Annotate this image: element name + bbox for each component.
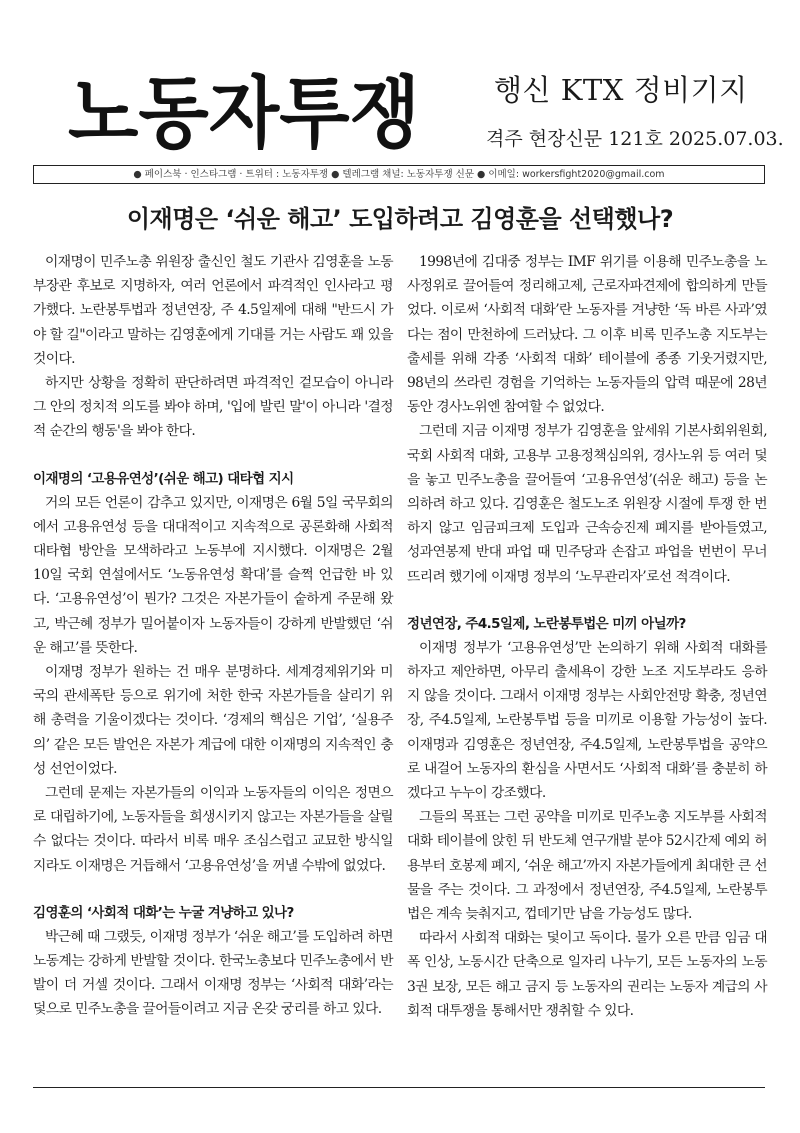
section-heading: 정년연장, 주4.5일제, 노란봉투법은 미끼 아닐까? [407,615,686,632]
edition-title: 행신 KTX 정비기지 [494,73,748,107]
section-heading: 이재명의 ‘고용유연성’(쉬운 해고) 대타협 지시 [33,470,294,487]
left-column [33,250,393,1022]
bottom-divider [33,1087,765,1088]
section-gap [407,589,767,612]
logo-wordmark [68,58,424,156]
right-column [407,250,767,1023]
newspaper-logo [68,58,424,156]
logo-text: 노동자투쟁 [68,69,420,156]
section-gap [33,878,393,901]
edition-issue-date: 격주 현장신문 121호 2025.07.03. [486,128,784,150]
paragraph: 그런데 지금 이재명 정부가 김영훈을 앞세워 기본사회위원회, 국회 사회적 대화, 고용부 고용정책심의위, 경사노위 등 여러 덫을 놓고 민주노총을 끌어들여 ‘고용유연성’(쉬운 해고) 등을 논의하려 하고 있다. 김영훈은 철도노조 위원장 시절에 투쟁 한 번 하지 않고 임금피크제 도입과 근속승진제 폐지를 받아들였고, 성과연봉제 반대 파업 때 민주당과 손잡고 파업을 번번이 무너뜨리려 했기에 이재명 정부의 ‘노무관리자’로선 적격이다. [407,423,767,585]
paragraph: 따라서 사회적 대화는 덫이고 독이다. 물가 오른 만큼 임금 대폭 인상, 노동시간 단축으로 일자리 나누기, 모든 노동자의 노동3권 보장, 모든 해고 금지 등 노동자의 권리는 노동자 계급의 사회적 대투쟁을 통해서만 쟁취할 수 있다. [407,930,767,1019]
article-headline: 이재명은 ‘쉬운 해고’ 도입하려고 김영훈을 선택했나? [126,205,674,233]
paragraph: 박근혜 때 그랬듯, 이재명 정부가 ‘쉬운 해고’를 도입하려 하면 노동계는 강하게 반발할 것이다. 한국노총보다 민주노총에서 반발이 더 거셀 것이다. 그래서 이재명 정부는 ‘사회적 대화’라는 덫으로 민주노총을 끌어들이려고 지금 온갖 궁리를 하고 있다. [33,928,393,1018]
paragraph: 1998년에 김대중 정부는 IMF 위기를 이용해 민주노총을 노사정위로 끌어들여 정리해고제, 근로자파견제에 합의하게 만들었다. 이로써 ‘사회적 대화’란 노동자를 겨냥한 ‘독 바른 사과’였다는 점이 만천하에 드러났다. 그 이후 비록 민주노총 지도부는 출세를 위해 각종 ‘사회적 대화’ 테이블에 종종 기웃거렸지만, 98년의 쓰라린 경험을 기억하는 노동자들의 압력 때문에 28년 동안 경사노위엔 참여할 수 없었다. [407,254,767,416]
paragraph: 이재명 정부가 원하는 건 매우 분명하다. 세계경제위기와 미국의 관세폭탄 등으로 위기에 처한 한국 자본가들을 살리기 위해 총력을 기울이겠다는 것이다. ‘경제의 핵심은 기업’, ‘실용주의’ 같은 모든 발언은 자본가 계급에 대한 이재명의 지속적인 충성 선언이었다. [33,664,393,777]
paragraph: 거의 모든 언론이 감추고 있지만, 이재명은 6월 5일 국무회의에서 고용유연성 등을 대대적이고 지속적으로 공론화해 사회적 대타협 방안을 모색하라고 노동부에 지시했다. 이재명은 2월 10일 국회 연설에서도 ‘노동유연성 확대’를 슬쩍 언급한 바 있다. ‘고용유연성’이 뭔가? 그것은 자본가들이 숱하게 주문해 왔고, 박근혜 정부가 밀어붙이자 노동자들이 강하게 반발했던 ‘쉬운 해고’를 뜻한다. [33,494,393,656]
paragraph: 그런데 문제는 자본가들의 이익과 노동자들의 이익은 정면으로 대립하기에, 노동자들을 희생시키지 않고는 자본가들을 살릴 수 없다는 것이다. 따라서 비록 매우 조심스럽고 교묘한 방식일지라도 이재명은 거듭해서 ‘고용유연성’을 꺼낼 수밖에 없었다. [33,785,393,874]
contact-bar: ● 페이스북 · 인스타그램 · 트위터 : 노동자투쟁 ● 텔레그램 채널: 노동자투쟁 신문 ● 이메일: workersfight2020@gmail.com [33,165,765,184]
paragraph: 이재명이 민주노총 위원장 출신인 철도 기관사 김영훈을 노동부장관 후보로 지명하자, 여러 언론에서 파격적인 인사라고 평가했다. 노란봉투법과 정년연장, 주 4.5일제에 대해 "반드시 가야 할 길"이라고 말하는 김영훈에게 기대를 거는 사람도 꽤 있을 것이다. [33,254,393,367]
paragraph: 이재명 정부가 ‘고용유연성’만 논의하기 위해 사회적 대화를 하자고 제안하면, 아무리 출세욕이 강한 노조 지도부라도 응하지 않을 것이다. 그래서 이재명 정부는 사회안전망 확충, 정년연장, 주4.5일제, 노란봉투법 등을 미끼로 이용할 가능성이 높다. 이재명과 김영훈은 정년연장, 주4.5일제, 노란봉투법을 공약으로 내걸어 노동자의 환심을 사면서도 ‘사회적 대화’를 충분히 하겠다고 누누이 강조했다. [407,639,767,802]
paragraph: 그들의 목표는 그런 공약을 미끼로 민주노총 지도부를 사회적 대화 테이블에 앉힌 뒤 반도체 연구개발 분야 52시간제 예외 허용부터 호봉제 폐지, ‘쉬운 해고’까지 자본가들에게 최대한 큰 선물을 주는 것이다. 그 과정에서 정년연장, 주4.5일제, 노란봉투법은 계속 늦춰지고, 껍데기만 남을 가능성도 많다. [407,809,767,923]
paragraph: 하지만 상황을 정확히 판단하려면 파격적인 겉모습이 아니라 그 안의 정치적 의도를 봐야 하며, '입에 발린 말'이 아니라 '결정적 순간의 행동'을 봐야 한다. [33,375,393,440]
section-heading: 김영훈의 ‘사회적 대화’는 누굴 겨냥하고 있나? [33,904,294,921]
section-gap [33,444,393,467]
